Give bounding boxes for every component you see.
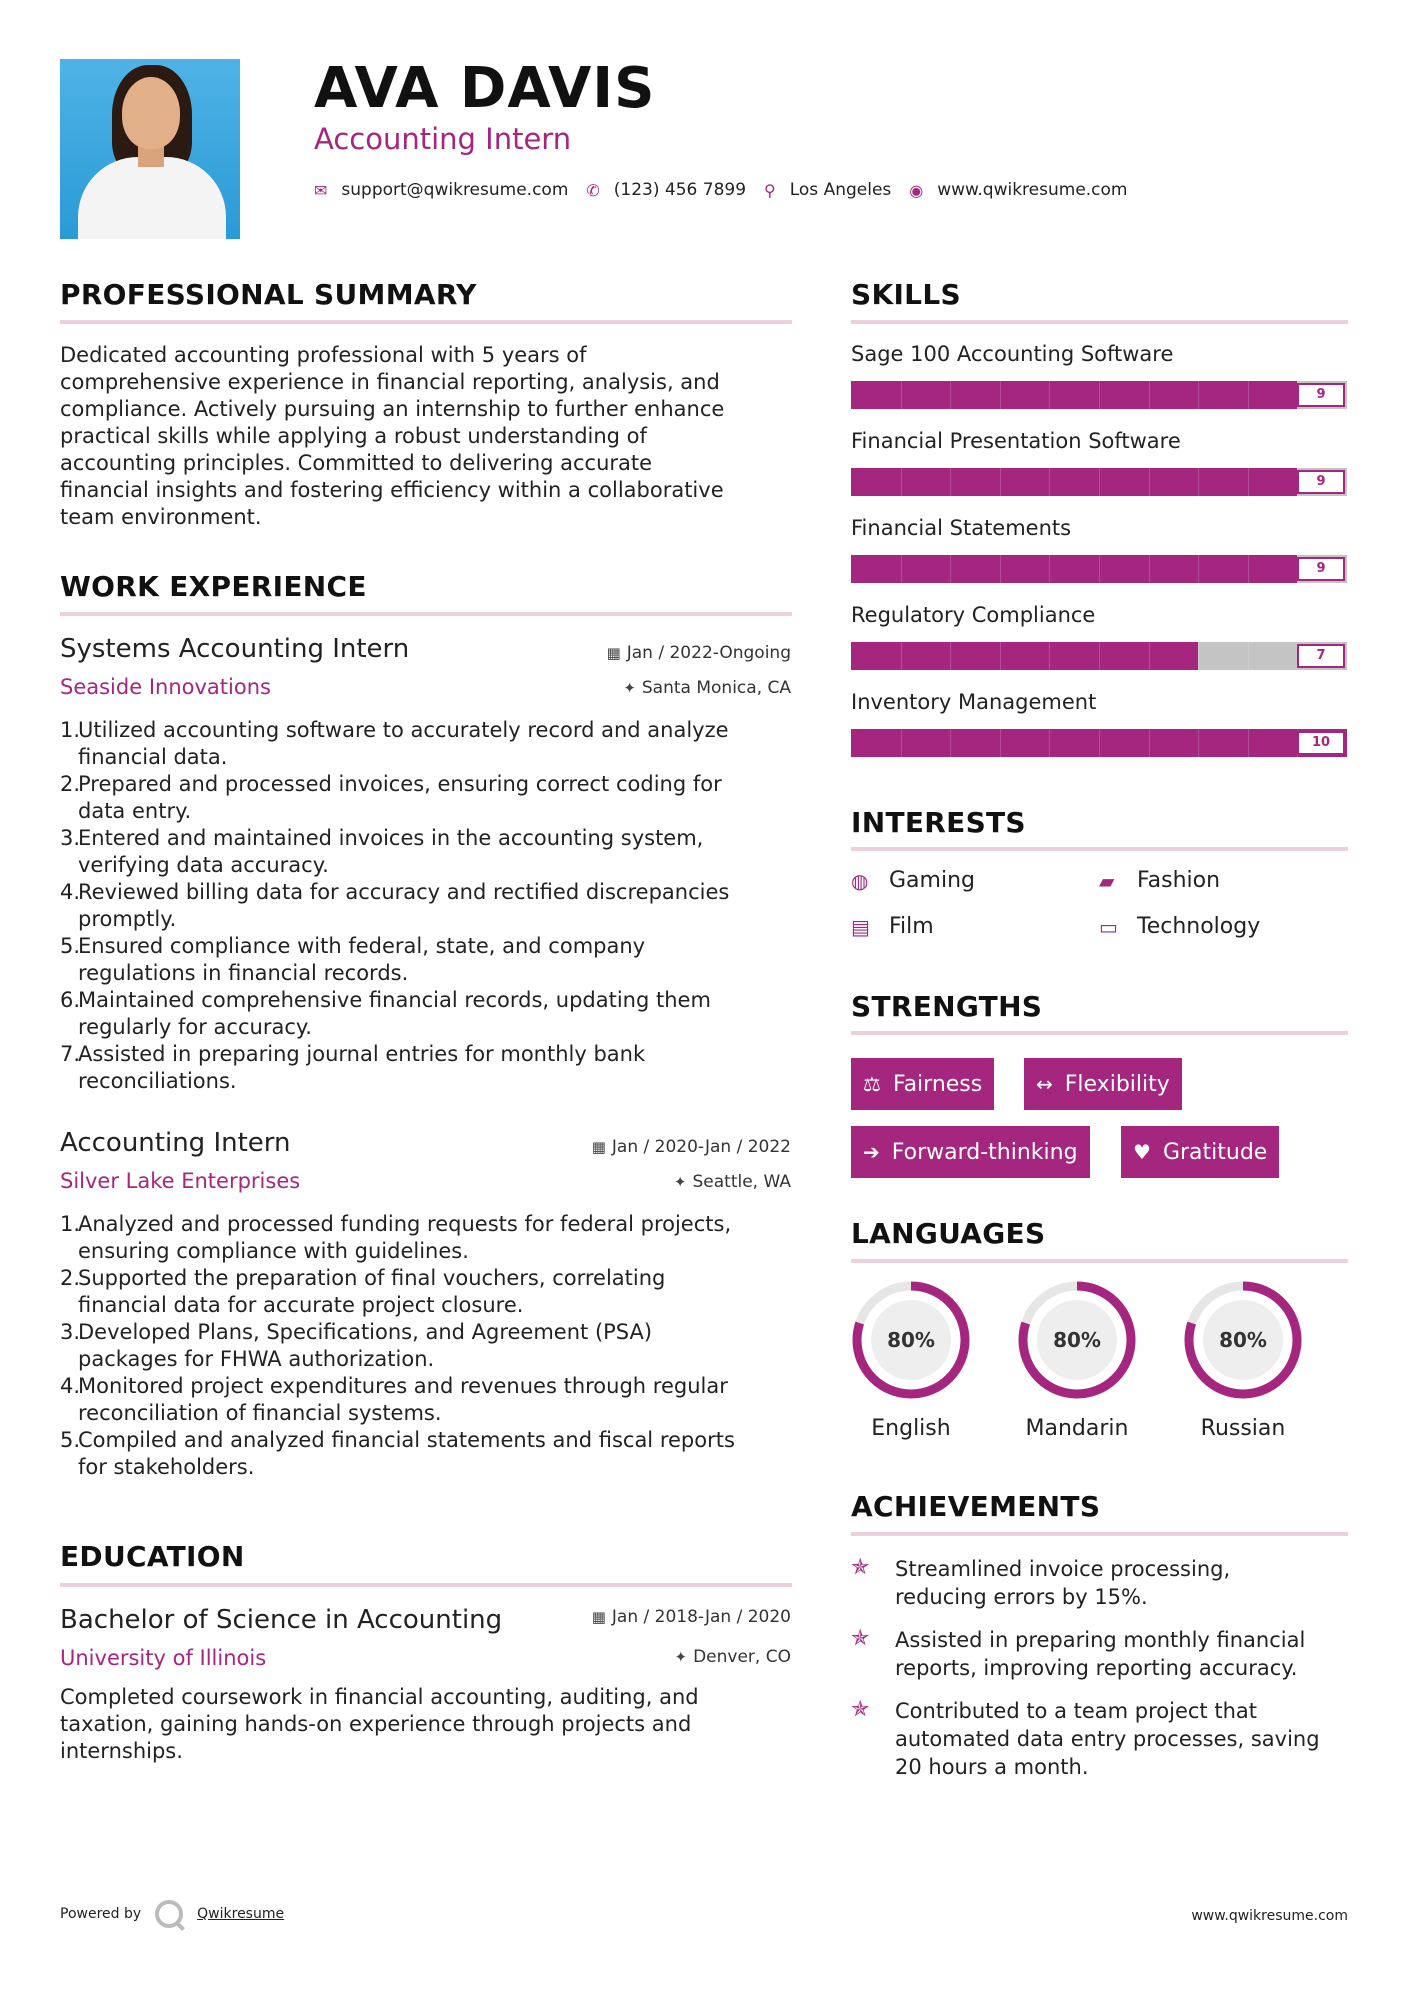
list-item: 7. Assisted in preparing journal entries for monthly bank reconciliations. <box>60 1042 646 1093</box>
skill-name: Financial Presentation Software <box>851 429 1181 453</box>
list-item: 3. Entered and maintained invoices in the accounting system, verifying data accuracy. <box>60 826 704 877</box>
achievement-item: ✯ Streamlined invoice processing, reducing errors by 15%. <box>851 1555 1231 1609</box>
summary-rule <box>60 320 792 324</box>
strength-badge-flexibility: ↔ Flexibility <box>1024 1058 1182 1110</box>
education-rule <box>60 1583 792 1587</box>
languages-rule <box>851 1259 1348 1263</box>
calendar-icon: ▦ <box>591 1608 606 1626</box>
powered-by-label: Powered by <box>60 1906 142 1922</box>
language-progress-ring <box>849 1278 973 1402</box>
interests-rule <box>851 847 1348 851</box>
job-title: Systems Accounting Intern <box>60 634 410 664</box>
skill-name: Sage 100 Accounting Software <box>851 342 1174 366</box>
skill-level-badge: 10 <box>1297 731 1345 755</box>
skill-level-badge: 9 <box>1297 470 1345 494</box>
star-trophy-icon: ✯ <box>851 1626 870 1651</box>
contact-location: Los Angeles <box>789 180 892 200</box>
shopping-bag-icon: ▰ <box>1099 868 1115 893</box>
job-location: ✦ Santa Monica, CA <box>623 678 791 698</box>
degree-title: Bachelor of Science in Accounting <box>60 1605 503 1635</box>
contact-email[interactable]: support@qwikresume.com <box>341 180 569 200</box>
balance-scale-icon: ⚖ <box>863 1072 881 1096</box>
school-name: University of Illinois <box>60 1646 267 1670</box>
strengths-heading: STRENGTHS <box>851 990 1043 1023</box>
pushpin-icon: ✦ <box>674 1648 688 1666</box>
education-dates: ▦ Jan / 2018-Jan / 2020 <box>591 1607 791 1627</box>
arrows-horizontal-icon: ↔ <box>1036 1072 1053 1096</box>
skill-name: Financial Statements <box>851 516 1072 540</box>
film-icon: ▤ <box>851 914 870 939</box>
strength-badge-forward-thinking: ➔ Forward-thinking <box>851 1126 1090 1178</box>
strengths-rule <box>851 1031 1348 1035</box>
skill-bar <box>851 468 1347 496</box>
job-company: Seaside Innovations <box>60 675 271 699</box>
star-trophy-icon: ✯ <box>851 1555 870 1580</box>
star-trophy-icon: ✯ <box>851 1697 870 1722</box>
skill-bar <box>851 381 1347 409</box>
list-item: 5. Compiled and analyzed financial statements and fiscal reports for stakeholders. <box>60 1428 735 1479</box>
language-progress-ring <box>1015 1278 1139 1402</box>
list-item: 1. Analyzed and processed funding requests for federal projects, ensuring compliance with guidelines. <box>60 1212 732 1263</box>
language-name: English <box>871 1416 951 1441</box>
strength-badge-gratitude: ♥ Gratitude <box>1121 1126 1279 1178</box>
footer-powered-by <box>60 1900 284 1928</box>
calendar-icon: ▦ <box>591 1138 606 1156</box>
languages-heading: LANGUAGES <box>851 1217 1046 1250</box>
language-item <box>1015 1278 1139 1441</box>
gamepad-icon: ◍ <box>851 868 869 893</box>
skill-bar-fill <box>851 381 1297 409</box>
profile-photo <box>60 59 240 239</box>
job-duties-list <box>60 1211 790 1481</box>
skill-name: Inventory Management <box>851 690 1097 714</box>
qwikresume-logo-icon <box>155 1900 183 1928</box>
laptop-icon: ▭ <box>1099 914 1118 939</box>
list-item: 1. Utilized accounting software to accurately record and analyze financial data. <box>60 718 729 769</box>
achievements-heading: ACHIEVEMENTS <box>851 1490 1101 1523</box>
education-text: Completed coursework in financial accounting, auditing, and taxation, gaining hands-on experience through projects and internships. <box>60 1685 699 1763</box>
experience-rule <box>60 612 792 616</box>
skill-bar <box>851 555 1347 583</box>
interest-item-film: ▤ Film <box>851 914 934 939</box>
job-dates: ▦ Jan / 2020-Jan / 2022 <box>591 1137 791 1157</box>
list-item: 2. Supported the preparation of final vouchers, correlating financial data for accurate project closure. <box>60 1266 666 1317</box>
heart-icon: ♥ <box>1133 1140 1151 1164</box>
calendar-icon: ▦ <box>606 644 621 662</box>
language-item <box>1181 1278 1305 1441</box>
language-item <box>849 1278 973 1441</box>
education-heading: EDUCATION <box>60 1540 245 1573</box>
skills-heading: SKILLS <box>851 278 961 311</box>
strength-badge-fairness: ⚖ Fairness <box>851 1058 994 1110</box>
interest-item-technology: ▭ Technology <box>1099 914 1261 939</box>
qwikresume-link[interactable]: Qwikresume <box>197 1906 285 1922</box>
interest-item-gaming: ◍ Gaming <box>851 868 975 893</box>
list-item: 4. Monitored project expenditures and revenues through regular reconciliation of financial systems. <box>60 1374 728 1425</box>
skill-bar <box>851 729 1347 757</box>
footer-site-link[interactable]: www.qwikresume.com <box>1191 1908 1348 1924</box>
achievement-item: ✯ Assisted in preparing monthly financial reports, improving reporting accuracy. <box>851 1626 1306 1680</box>
achievements-rule <box>851 1532 1348 1536</box>
language-name: Russian <box>1200 1416 1286 1441</box>
skill-bar <box>851 642 1347 670</box>
skill-bar-fill <box>851 642 1198 670</box>
interest-item-fashion: ▰ Fashion <box>1099 868 1221 893</box>
phone-icon: ✆ <box>586 180 600 200</box>
language-progress-ring <box>1181 1278 1305 1402</box>
interests-heading: INTERESTS <box>851 806 1026 839</box>
list-item: 4. Reviewed billing data for accuracy and rectified discrepancies promptly. <box>60 880 730 931</box>
list-item: 2. Prepared and processed invoices, ensuring correct coding for data entry. <box>60 772 722 823</box>
contact-phone[interactable]: (123) 456 7899 <box>613 180 747 200</box>
language-percent: 80% <box>1219 1328 1267 1352</box>
skill-level-badge: 9 <box>1297 557 1345 581</box>
job-title: Accounting Intern <box>60 1128 291 1158</box>
achievement-item: ✯ Contributed to a team project that automated data entry processes, saving 20 hours a month. <box>851 1697 1320 1779</box>
language-percent: 80% <box>1053 1328 1101 1352</box>
skill-name: Regulatory Compliance <box>851 603 1096 627</box>
candidate-name: AVA DAVIS <box>314 56 656 121</box>
list-item: 6. Maintained comprehensive financial records, updating them regularly for accuracy. <box>60 988 711 1039</box>
job-company: Silver Lake Enterprises <box>60 1169 301 1193</box>
job-dates: ▦ Jan / 2022-Ongoing <box>606 643 791 663</box>
summary-text: Dedicated accounting professional with 5 years of comprehensive experience in financial reporting, analysis, and compliance. Actively pursuing an internship to further enhance practical skills while applying a robust understanding of accounting principles. Committed to delivering accurate financial insights and fostering efficiency within a collaborative team environment. <box>60 343 725 529</box>
job-duties-list <box>60 717 790 1095</box>
contact-bar <box>314 180 1146 200</box>
skill-level-badge: 7 <box>1297 644 1345 668</box>
language-name: Mandarin <box>1025 1416 1129 1441</box>
arrow-right-icon: ➔ <box>863 1140 880 1164</box>
skill-level-badge: 9 <box>1297 383 1345 407</box>
skills-rule <box>851 320 1348 324</box>
contact-website[interactable]: www.qwikresume.com <box>937 180 1128 200</box>
pushpin-icon: ✦ <box>623 679 636 697</box>
language-percent: 80% <box>887 1328 935 1352</box>
list-item: 3. Developed Plans, Specifications, and Agreement (PSA) packages for FHWA authorization. <box>60 1320 653 1371</box>
map-marker-icon: ⚲ <box>764 180 776 200</box>
list-item: 5. Ensured compliance with federal, state, and company regulations in financial records. <box>60 934 646 985</box>
envelope-icon: ✉ <box>314 180 328 200</box>
globe-icon: ◉ <box>909 180 924 200</box>
summary-heading: PROFESSIONAL SUMMARY <box>60 278 477 311</box>
candidate-role: Accounting Intern <box>314 122 572 156</box>
education-location: ✦ Denver, CO <box>674 1647 791 1667</box>
skill-bar-fill <box>851 468 1297 496</box>
skill-bar-fill <box>851 555 1297 583</box>
pushpin-icon: ✦ <box>673 1173 687 1191</box>
job-location: ✦ Seattle, WA <box>673 1172 791 1192</box>
experience-heading: WORK EXPERIENCE <box>60 570 367 603</box>
